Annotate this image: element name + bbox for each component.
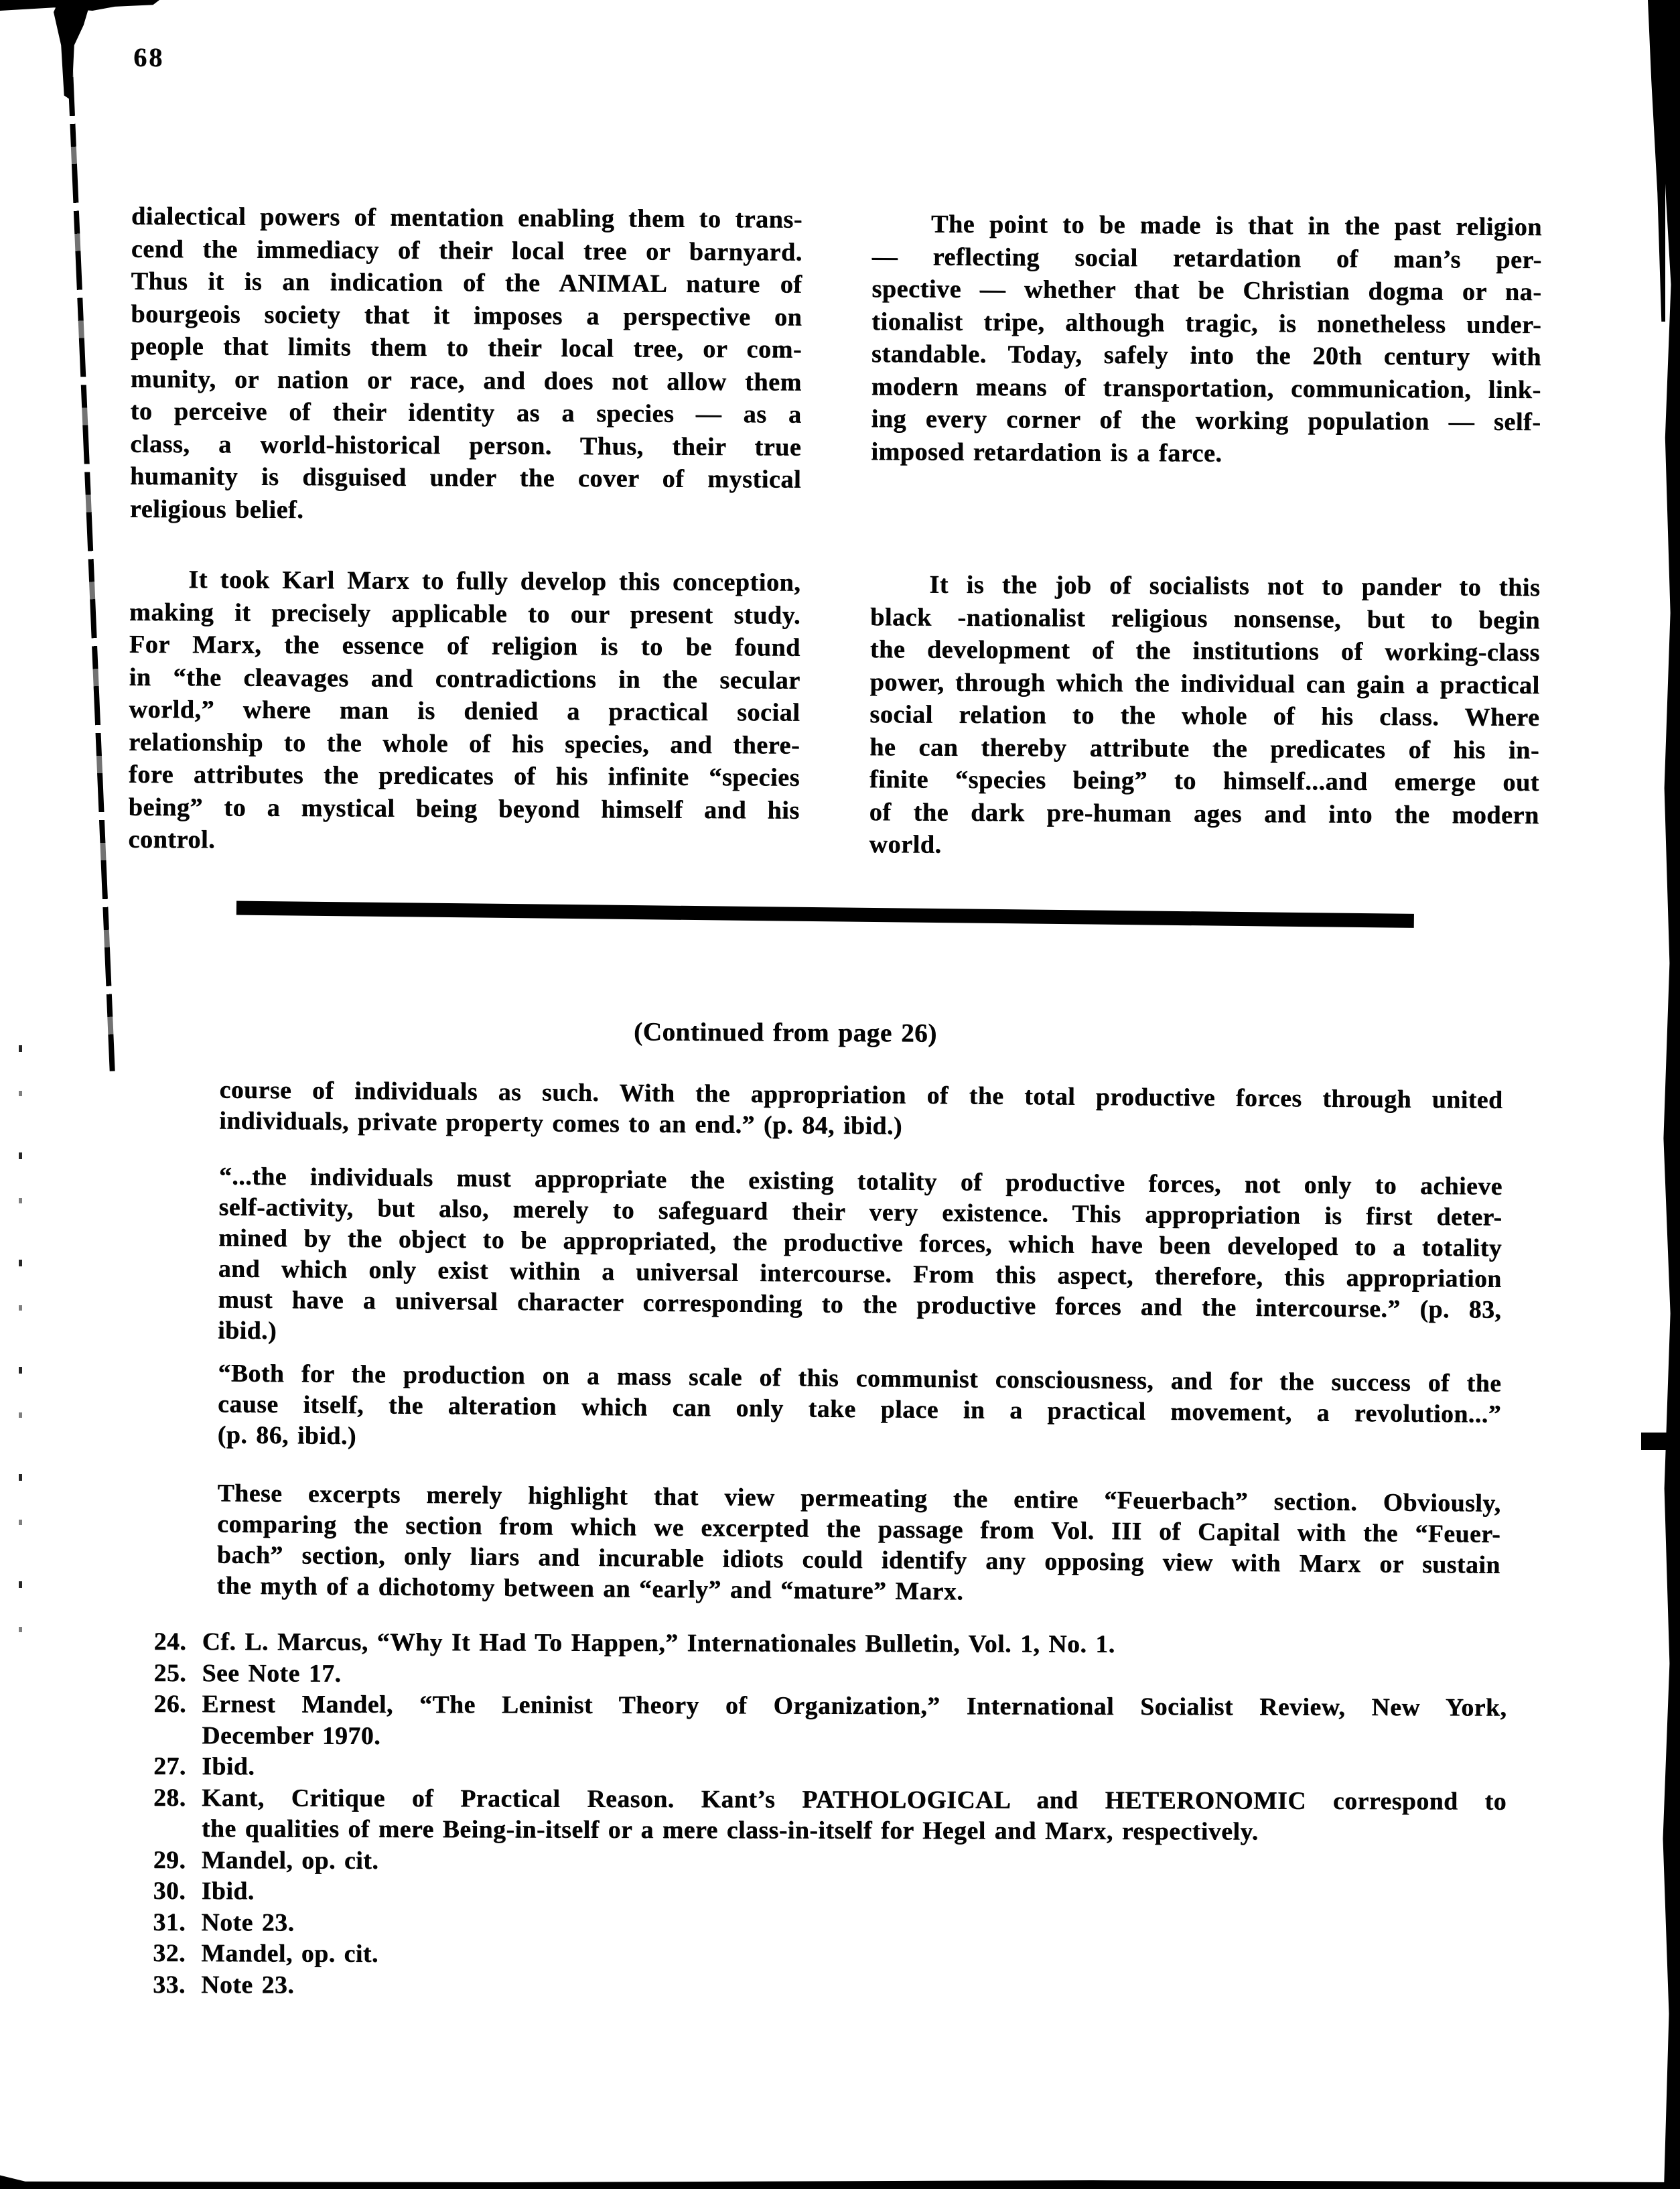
footnotes-list <box>153 1627 1507 2005</box>
text-line: fore attributes the predicates of his infinite “species <box>128 760 800 792</box>
text-line: and which only exist within a universal intercourse. From this aspect, therefore, this appropriation <box>218 1255 1502 1293</box>
footnote-text <box>202 1751 1507 1786</box>
text-line: Ernest Mandel, “The Leninist Theory of Organization,” International Socialist Review, New York, <box>202 1690 1507 1722</box>
footnote-number: 26. <box>153 1690 187 1719</box>
text-line: dialectical powers of mentation enabling them to trans- <box>131 202 803 234</box>
text-line: “...the individuals must appropriate the existing totality of productive forces, not only to achieve <box>218 1163 1503 1201</box>
footnote-text <box>202 1845 1507 1880</box>
footnote-number: 33. <box>153 1971 186 1999</box>
text-line: tionalist tripe, although tragic, is nonetheless under- <box>871 307 1542 339</box>
text-line: of the dark pre-human ages and into the modern <box>869 797 1539 830</box>
text-line: cause itself, the alteration which can only take place in a practical movement, a revolution...” <box>217 1390 1502 1429</box>
right-column-paragraph-2 <box>869 568 1540 864</box>
section-divider-rule <box>236 901 1414 928</box>
footnote-number: 29. <box>153 1846 186 1874</box>
continued-paragraph-2 <box>218 1161 1502 1356</box>
text-line: cend the immediacy of their local tree or barnyard. <box>131 235 802 267</box>
text-line: ibid.) <box>217 1317 277 1345</box>
footnote-text <box>202 1689 1507 1755</box>
text-line: black -nationalist religious nonsense, but to begin <box>869 602 1541 635</box>
text-line: (p. 86, ibid.) <box>217 1421 357 1451</box>
text-line: religious belief. <box>129 494 304 524</box>
text-line: control. <box>128 825 216 854</box>
text-line: Kant, Critique of Practical Reason. Kant’s PATHOLOGICAL and HETERONOMIC correspond to <box>201 1784 1507 1816</box>
text-line: bourgeois society that it imposes a perspective on <box>131 300 802 332</box>
text-line: It is the job of socialists not to pander to this <box>929 570 1541 602</box>
text-line: class, a world-historical person. Thus, their true <box>130 429 802 462</box>
text-line: individuals, private property comes to an end.” (p. 84, ibid.) <box>219 1107 903 1140</box>
footnote-number: 27. <box>153 1752 186 1781</box>
footnote-text <box>202 1658 1507 1693</box>
text-line: course of individuals as such. With the appropriation of the total productive forces through united <box>219 1076 1503 1114</box>
text-line: relationship to the whole of his species, and there- <box>129 728 800 760</box>
right-column-paragraph-1 <box>871 208 1542 471</box>
continued-paragraph-4 <box>216 1478 1500 1611</box>
text-line: must have a universal character corresponding to the productive forces and the intercourse.” (p. 83, <box>218 1286 1502 1324</box>
text-line: humanity is disguised under the cover of mystical <box>129 462 802 494</box>
page-number: 68 <box>133 42 165 72</box>
text-line: Thus it is an indication of the ANIMAL nature of <box>131 267 802 299</box>
text-line: bach” section, only liars and incurable idiots could identify any opposing view with Marx or sustain <box>216 1541 1500 1579</box>
footnote-number: 30. <box>153 1877 186 1906</box>
footnote-item <box>153 1876 1507 1911</box>
text-line: Note 23. <box>201 1908 295 1937</box>
text-line: being” to a mystical being beyond himself and his <box>128 793 800 825</box>
text-line: the qualities of mere Being-in-itself or a mere class-in-itself for Hegel and Marx, respectively. <box>201 1815 1259 1846</box>
text-line: standable. Today, safely into the 20th century with <box>871 340 1542 372</box>
continued-paragraph-1 <box>219 1075 1503 1146</box>
footnote-item <box>153 1845 1507 1879</box>
footnote-text <box>202 1876 1507 1911</box>
text-line: finite “species being” to himself...and emerge out <box>869 765 1539 797</box>
footnote-item <box>153 1969 1506 2004</box>
text-line: world. <box>869 830 942 859</box>
text-line: Cf. L. Marcus, “Why It Had To Happen,” Internationales Bulletin, Vol. 1, No. 1. <box>202 1628 1115 1658</box>
text-line: These excerpts merely highlight that view permeating the entire “Feuerbach” section. Obviously, <box>217 1479 1501 1518</box>
footnote-text <box>201 1970 1506 2005</box>
text-line: social relation to the whole of his class. Where <box>869 700 1540 732</box>
text-line: Mandel, op. cit. <box>201 1940 378 1968</box>
footnote-item <box>153 1751 1507 1786</box>
footnote-text <box>201 1938 1506 1973</box>
footnote-number: 31. <box>153 1908 186 1936</box>
text-line: Mandel, op. cit. <box>201 1846 379 1875</box>
footnote-text <box>202 1783 1507 1849</box>
footnote-item <box>153 1938 1506 1973</box>
footnote-text <box>202 1627 1507 1662</box>
footnote-number: 32. <box>153 1939 186 1968</box>
text-line: See Note 17. <box>202 1659 342 1688</box>
footnote-number: 25. <box>153 1659 187 1687</box>
footnote-item <box>153 1907 1506 1942</box>
text-line: For Marx, the essence of religion is to be found <box>129 630 800 662</box>
text-line: to perceive of their identity as a species — as a <box>130 397 802 429</box>
text-line: — reflecting social retardation of man’s per- <box>871 242 1542 274</box>
text-line: self-activity, but also, merely to safeguard their very existence. This appropriation is first deter- <box>218 1193 1502 1232</box>
text-line: comparing the section from which we excerpted the passage from Vol. III of Capital with the “Feuer- <box>217 1510 1501 1548</box>
text-line: December 1970. <box>202 1721 381 1750</box>
footnote-item <box>154 1627 1507 1662</box>
text-line: the development of the institutions of working-class <box>869 635 1540 667</box>
text-line: power, through which the individual can gain a practical <box>869 667 1540 700</box>
text-line: munity, or nation or race, and does not allow them <box>130 364 802 397</box>
text-line: Ibid. <box>201 1877 255 1906</box>
text-line: world,” where man is denied a practical social <box>129 695 800 727</box>
footnote-number: 24. <box>153 1628 187 1656</box>
text-line: The point to be made is that in the past religion <box>930 210 1543 242</box>
footnote-number: 28. <box>153 1784 186 1812</box>
footnote-text <box>201 1908 1506 1942</box>
text-line: imposed retardation is a farce. <box>871 437 1222 468</box>
left-column-paragraph-1 <box>130 200 802 529</box>
text-line: Note 23. <box>201 1971 295 1999</box>
text-line: mined by the object to be appropriated, the productive forces, which have been developed to a totality <box>218 1224 1502 1262</box>
footnote-item <box>153 1658 1507 1693</box>
text-line: in “the cleavages and contradictions in the secular <box>129 663 800 695</box>
text-line: “Both for the production on a mass scale of this communist consciousness, and for the success of the <box>218 1359 1502 1398</box>
text-line: he can thereby attribute the predicates of his in- <box>869 732 1540 765</box>
continued-heading: (Continued from page 26) <box>633 1017 937 1048</box>
text-line: making it precisely applicable to our present study. <box>129 598 801 630</box>
text-line: ing every corner of the working population — self- <box>871 405 1541 437</box>
text-line: modern means of transportation, communication, link- <box>871 372 1541 404</box>
footnote-item <box>153 1689 1507 1755</box>
text-line: the myth of a dichotomy between an “early” and “mature” Marx. <box>216 1572 964 1606</box>
footnote-item <box>153 1782 1507 1849</box>
text-line: spective — whether that be Christian dogma or na- <box>871 275 1542 307</box>
text-line: people that limits them to their local tree, or com- <box>130 332 802 364</box>
left-column-paragraph-2 <box>128 563 800 859</box>
text-line: It took Karl Marx to fully develop this conception, <box>188 566 801 597</box>
text-line: Ibid. <box>202 1753 255 1781</box>
continued-paragraph-3 <box>218 1358 1502 1461</box>
